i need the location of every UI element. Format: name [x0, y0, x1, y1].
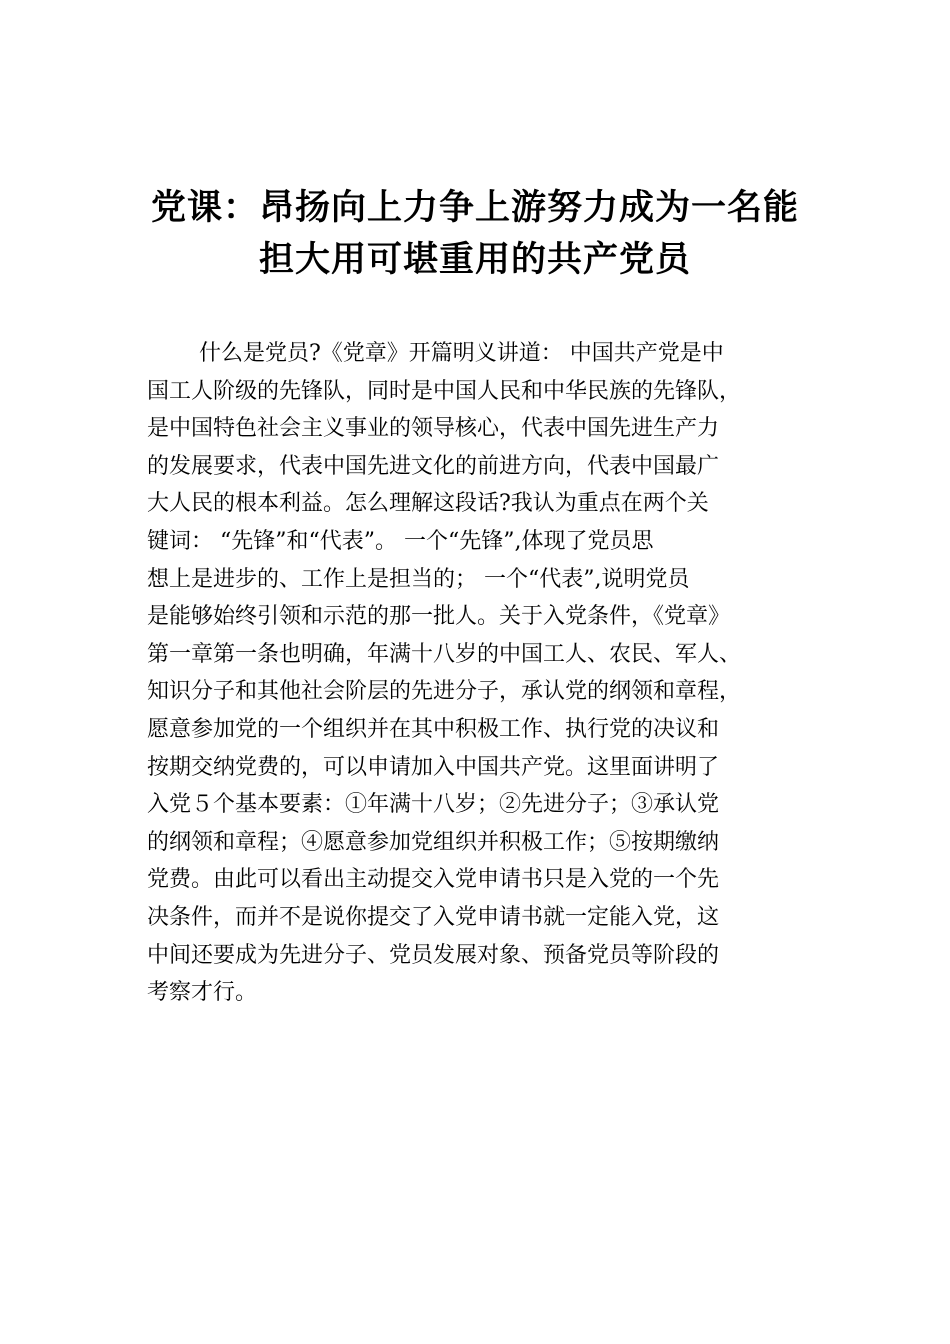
paragraph-line: 愿意参加党的一个组织并在其中积极工作、执行党的决议和	[147, 716, 720, 742]
paragraph-line: 考察才行。	[147, 980, 258, 1006]
paragraph-line: 按期交纳党费的，可以申请加入中国共产党。这里面讲明了	[147, 754, 720, 780]
title-line-2: 担大用可堪重用的共产党员	[258, 240, 691, 280]
paragraph-line: 国工人阶级的先锋队，同时是中国人民和中华民族的先锋队，	[147, 378, 742, 404]
paragraph-line: 键词： “先锋”和“代表”。 一个“先锋”,体现了党员思	[147, 528, 654, 554]
paragraph-line: 党费。由此可以看出主动提交入党申请书只是入党的一个先	[147, 867, 720, 893]
paragraph-line: 是能够始终引领和示范的那一批人。关于入党条件，《党章》	[147, 604, 731, 630]
paragraph-line: 的纲领和章程；④愿意参加党组织并积极工作；⑤按期缴纳	[147, 829, 720, 855]
paragraph-line: 第一章第一条也明确，年满十八岁的中国工人、农民、军人、	[147, 641, 742, 667]
document-title	[100, 182, 850, 286]
paragraph-line: 大人民的根本利益。怎么理解这段话?我认为重点在两个关	[147, 491, 709, 517]
body-paragraph	[147, 335, 809, 1012]
paragraph-line: 的发展要求，代表中国先进文化的前进方向，代表中国最广	[147, 453, 720, 479]
paragraph-line: 决条件，而并不是说你提交了入党申请书就一定能入党，这	[147, 904, 720, 930]
paragraph-line: 入党５个基本要素：①年满十八岁；②先进分子；③承认党	[147, 792, 720, 818]
title-line-1: 党课：昂扬向上力争上游努力成为一名能	[150, 188, 799, 228]
paragraph-line: 想上是进步的、工作上是担当的； 一个“代表”,说明党员	[147, 566, 690, 592]
paragraph-line: 什么是党员?《党章》开篇明义讲道： 中国共产党是中	[199, 341, 724, 366]
paragraph-line: 是中国特色社会主义事业的领导核心，代表中国先进生产力	[147, 416, 720, 442]
paragraph-line: 中间还要成为先进分子、党员发展对象、预备党员等阶段的	[147, 942, 720, 968]
paragraph-line: 知识分子和其他社会阶层的先进分子，承认党的纲领和章程，	[147, 679, 742, 705]
